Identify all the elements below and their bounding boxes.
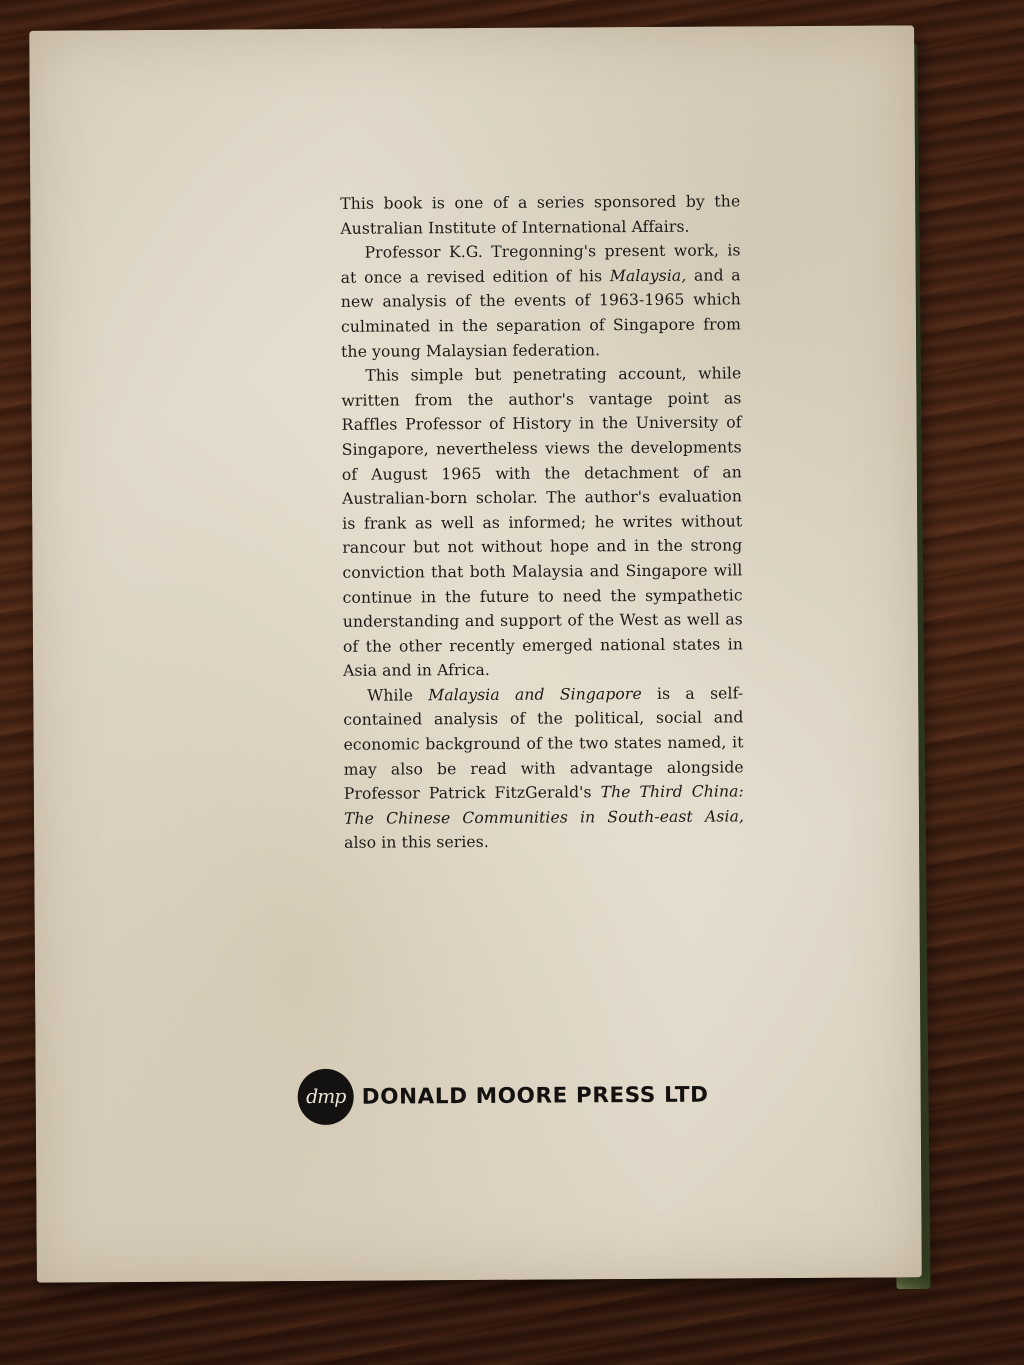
blurb-paragraph-4	[343, 681, 744, 856]
blurb-text-span: also in this series.	[344, 833, 489, 853]
blurb-text-span: While	[367, 686, 429, 705]
publisher-name: DONALD MOORE PRESS LTD	[361, 1082, 709, 1110]
book-back-cover	[29, 25, 922, 1282]
publisher-imprint	[298, 1067, 709, 1126]
blurb-text-span: is a self-contained analysis of the political, social and economic background of the two states named, it may also be read with advantage alongside Professor Patrick FitzGerald's	[343, 684, 744, 804]
publisher-logo-text: dmp	[305, 1085, 346, 1109]
book-title-malaysia-and-singapore: Malaysia and Singapore	[428, 684, 642, 705]
blurb-paragraph-2	[340, 239, 741, 364]
book-title-malaysia: Malaysia,	[609, 266, 687, 285]
blurb-text	[340, 189, 744, 855]
blurb-paragraph-3: This simple but penetrating account, while written from the author's vantage point as Raffles Professor of History in the University of Singapore, nevertheless views the developments of August 1965 with the detachment of an Australian-born scholar. The author's evaluation is frank as well as informed; he writes without rancour but not without hope and in the strong conviction that both Malaysia and Singapore will continue in the future to need the sympathetic understanding and support of the West as well as of the other recently emerged national states in Asia and in Africa.	[341, 364, 743, 681]
blurb-text-span: Professor K.G. Tregonning's present work, is at once a revised edition of his	[340, 241, 741, 287]
blurb-text-span: and a new analysis of the events of 1963-1965 which culminated in the separation of Singapore from the young Malaysian federation.	[340, 266, 742, 361]
book-title-third-china: The Third China: The Chinese Communities in South-east Asia,	[343, 782, 745, 828]
publisher-logo-icon	[298, 1069, 354, 1125]
blurb-paragraph-1: This book is one of a series sponsored by the Australian Institute of International Affairs.	[340, 192, 741, 238]
